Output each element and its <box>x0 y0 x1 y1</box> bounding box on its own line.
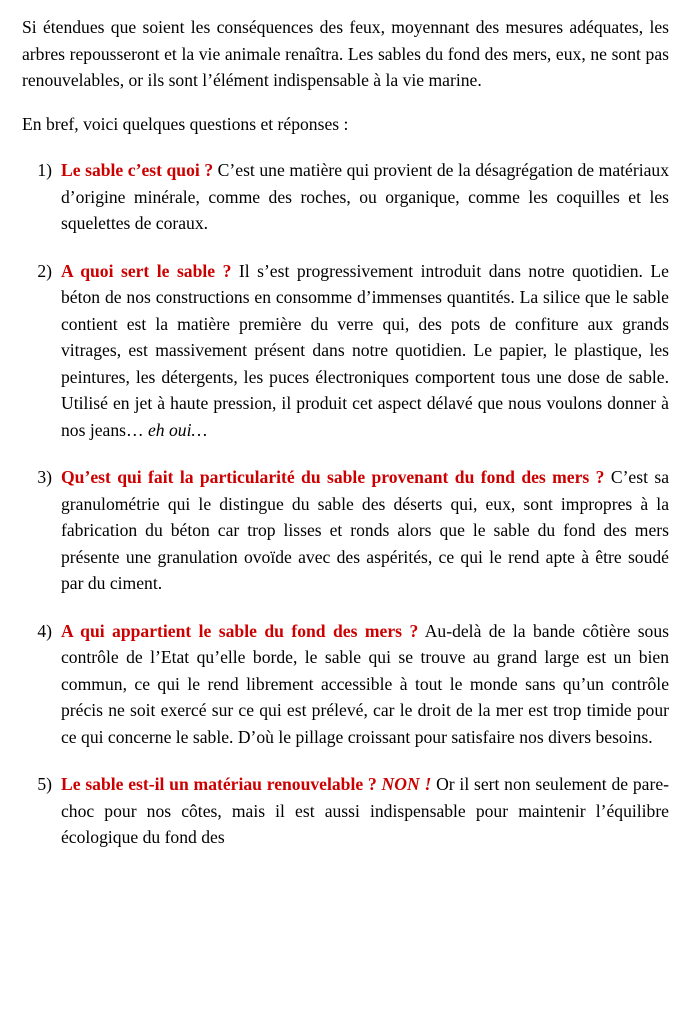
qa-item <box>22 258 669 444</box>
qa-item <box>22 618 669 751</box>
qa-answer: Au-delà de la bande côtière sous contrôle de l’Etat qu’elle borde, le sable qui se trouve au grand large est un bien commun, ce qui le rend librement accessible à tout le monde sans qu’un contrôle précis ne soit exercé sur ce qui est prélevé, car le droit de la mer est trop timide pour ce qui concerne le sable. D’où le pillage croissant pour satisfaire nos divers besoins. <box>61 620 669 747</box>
lead-paragraph: En bref, voici quelques questions et réponses : <box>22 113 349 134</box>
intro-paragraph: Si étendues que soient les conséquences des feux, moyennant des mesures adéquates, les arbres repousseront et la vie animale renaîtra. Les sables du fond des mers, eux, ne sont pas renouvelables, or ils sont l’élément indispensable à la vie marine. <box>22 17 669 90</box>
qa-body <box>61 464 669 597</box>
qa-number: 4) <box>37 620 52 641</box>
qa-answer: Or il sert non seulement de pare-choc pour nos côtes, mais il est aussi indispensable pour maintenir l’équilibre écologique du fond des <box>61 774 669 847</box>
qa-answer: Il s’est progressivement introduit dans notre quotidien. Le béton de nos constructions en consomme d’immenses quantités. La silice que le sable contient est la matière première du verre qui, des pots de confiture aux grands vitrages, est massivement présent dans notre quotidien. Le papier, le plastique, les peintures, les détergents, les puces électroniques comportent tous une dose de sable. Utilisé en jet à haute pression, il produit cet aspect délavé que nous voulons donner à nos jeans… <box>61 260 669 440</box>
qa-body <box>61 258 669 444</box>
qa-list <box>22 157 669 851</box>
qa-item <box>22 464 669 597</box>
qa-question-emphasis: NON ! <box>376 774 432 794</box>
qa-question: A quoi sert le sable ? <box>61 260 232 281</box>
qa-number: 2) <box>37 260 52 281</box>
qa-body <box>61 618 669 751</box>
qa-question: A qui appartient le sable du fond des mers ? <box>61 620 419 641</box>
qa-question: Qu’est qui fait la particularité du sable provenant du fond des mers ? <box>61 467 605 487</box>
qa-item <box>22 771 669 851</box>
qa-question: Le sable est-il un matériau renouvelable ? <box>61 774 377 794</box>
qa-answer: C’est une matière qui provient de la désagrégation de matériaux d’origine minérale, comme des roches, ou organique, comme les coquilles et les squelettes de coraux. <box>61 160 670 233</box>
qa-answer: C’est sa granulométrie qui le distingue du sable des déserts qui, eux, sont impropres à la fabrication du béton car trop lisses et ronds alors que le sable du fond des mers présente une granulation ovoïde avec des aspérités, ce qui le rend apte à être soudé par du ciment. <box>61 467 670 593</box>
qa-body <box>61 771 669 851</box>
qa-item <box>22 157 669 237</box>
qa-number: 1) <box>37 160 52 180</box>
qa-question: Le sable c’est quoi ? <box>61 160 214 180</box>
qa-body <box>61 157 669 237</box>
qa-number: 5) <box>37 774 52 794</box>
qa-number: 3) <box>37 467 52 487</box>
qa-answer-italic: eh oui… <box>147 419 208 440</box>
